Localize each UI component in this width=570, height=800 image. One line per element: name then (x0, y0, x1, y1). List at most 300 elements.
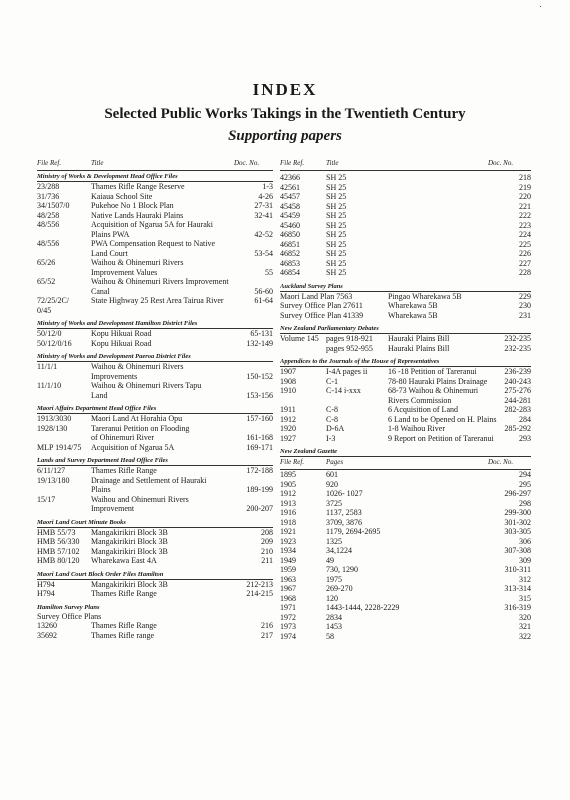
entry-file-ref: 1908 (280, 376, 296, 386)
entry-title: Pukehoe No 1 Block Plan (91, 201, 174, 210)
entry-title: Maori Land At Horahia Opu (91, 414, 183, 423)
entry-doc-no: 227 (519, 258, 531, 268)
entry-doc-no: 226 (519, 249, 531, 258)
index-row (280, 518, 531, 528)
entry-title: Mangakirikiri Block 3B (91, 527, 168, 537)
entry-description: 9 Report on Petition of Tareranui (388, 433, 494, 443)
entry-description: 6 Acquisition of Land (388, 405, 458, 414)
entry-file-ref: 1913 (280, 498, 296, 508)
entry-doc-no: 61-64 (254, 296, 273, 305)
entry-file-ref: 1972 (280, 612, 296, 622)
entry-file-ref: 1912 (280, 489, 296, 498)
index-row (280, 240, 531, 250)
entry-file-ref: 1911 (280, 405, 296, 414)
entry-file-ref: 1912 (280, 414, 296, 424)
entry-file-ref: 46853 (280, 258, 300, 268)
entry-title: 601 (326, 470, 338, 479)
entry-doc-no: 42-52 (254, 229, 273, 239)
entry-doc-no: 222 (519, 211, 531, 220)
entry-doc-no: 224 (519, 230, 531, 239)
entry-title: SH 25 (326, 220, 347, 230)
entry-file-ref: 1967 (280, 584, 296, 593)
entry-description: Rivers Commission (388, 395, 452, 405)
entry-description: Wharekawa 5B (388, 301, 438, 310)
entry-file-ref: 1963 (280, 574, 296, 584)
index-row (37, 391, 273, 401)
page-subsubtitle: Supporting papers (228, 128, 342, 144)
entry-doc-no: 150-152 (246, 371, 273, 381)
index-row (280, 613, 531, 623)
entry-doc-no: 320 (519, 612, 531, 622)
index-row (280, 173, 531, 183)
entry-doc-no: 169-171 (246, 442, 273, 452)
entry-description: 6 Land to be Opened on H. Plains (388, 414, 497, 424)
entry-file-ref: 31/736 (37, 191, 60, 201)
entry-description: Hauraki Plains Bill (388, 343, 450, 353)
left-index-column (37, 159, 273, 640)
entry-title: Waihou and Ohinemuri Rivers (91, 494, 189, 504)
entry-description: 78-80 Hauraki Plains Drainage (388, 376, 488, 386)
entry-title: State Highway 25 Rest Area Tairua River (91, 296, 224, 305)
entry-title: Land (91, 390, 108, 400)
entry-title: 34,1224 (326, 546, 352, 555)
entry-title: Kaiaua School Site (91, 191, 153, 201)
entry-file-ref: 13260 (37, 621, 57, 630)
entry-title: 58 (326, 631, 334, 641)
entry-doc-no: 53-54 (254, 248, 273, 258)
entry-title: Land Court (91, 248, 128, 258)
entry-doc-no: 236-239 (504, 367, 531, 376)
section-heading: Appendices to the Journals of the House of Representatives (280, 356, 531, 367)
section-heading: Ministry of Works and Development Paeroa District Files (37, 351, 273, 362)
entry-doc-no: 322 (519, 631, 531, 641)
entry-file-ref: 1928/130 (37, 423, 68, 433)
index-row (37, 230, 273, 240)
entry-title: SH 25 (326, 173, 347, 182)
entry-file-ref: 1959 (280, 565, 296, 574)
entry-file-ref: Volume 145 (280, 334, 319, 343)
entry-file-ref: 34/1507/0 (37, 201, 70, 210)
entry-doc-no: 1-3 (262, 182, 273, 191)
entry-doc-no: 212-213 (246, 579, 273, 589)
entry-title: Native Lands Hauraki Plains (91, 210, 184, 220)
entry-file-ref: 1907 (280, 367, 296, 376)
entry-file-ref: 1971 (280, 603, 296, 612)
column-header-ref: File Ref. (280, 159, 305, 167)
entry-title: SH 25 (326, 239, 347, 249)
index-row (280, 377, 531, 387)
entry-title: Improvement Values (91, 267, 158, 277)
entry-title: Mangakirikiri Block 3B (91, 546, 168, 556)
entry-file-ref: MLP 1914/75 (37, 442, 82, 452)
index-row (280, 480, 531, 490)
scan-speck (540, 6, 541, 7)
index-row (280, 211, 531, 221)
index-row (37, 612, 273, 622)
entry-title: Thames Rifle Range (91, 589, 157, 598)
entry-title: 1453 (326, 622, 342, 631)
entry-doc-no: 218 (519, 173, 531, 182)
index-row (280, 311, 531, 321)
entry-title: Plains PWA (91, 229, 130, 239)
entry-file-ref: 19/13/180 (37, 475, 70, 485)
entry-file-ref: 1968 (280, 593, 296, 603)
entry-file-ref: 46852 (280, 249, 300, 258)
index-row (280, 537, 531, 547)
section-heading: Hamilton Survey Plans (37, 603, 100, 611)
index-row (37, 537, 273, 547)
page-title: INDEX (252, 80, 318, 99)
entry-title: 1026- 1027 (326, 489, 363, 498)
entry-title: SH 25 (326, 249, 347, 258)
entry-doc-no: 228 (519, 268, 531, 277)
entry-doc-no: 217 (261, 630, 273, 640)
entry-doc-no: 316-319 (504, 603, 531, 612)
column-header-doc: Doc. No. (234, 159, 260, 167)
index-row (280, 489, 531, 499)
entry-doc-no: 293 (519, 433, 531, 443)
entry-doc-no: 32-41 (254, 210, 273, 220)
index-row (37, 239, 273, 249)
entry-file-ref: 46850 (280, 230, 300, 239)
index-row (37, 485, 273, 495)
entry-title: 49 (326, 555, 334, 565)
index-row (280, 396, 531, 406)
index-row (37, 277, 273, 287)
entry-doc-no: 56-60 (254, 286, 273, 296)
entry-description: 16 -18 Petition of Tareranui (388, 367, 477, 376)
index-row (37, 268, 273, 278)
index-row (280, 415, 531, 425)
entry-title: 1179, 2694-2695 (326, 527, 381, 536)
entry-file-ref: 65/52 (37, 277, 56, 286)
index-row (280, 259, 531, 269)
index-row (280, 434, 531, 444)
entry-description: 68-73 Waihou & Ohinemuri (388, 386, 479, 395)
entry-file-ref: 6/11/127 (37, 466, 66, 475)
column-header-doc: Doc. No. (488, 159, 514, 167)
section-heading: New Zealand Parliamentary Debates (280, 323, 531, 334)
index-row (37, 201, 273, 211)
entry-title: Waihou & Ohinemuri Rivers Tapu (91, 381, 202, 390)
section-subheader-title: Pages (326, 458, 344, 466)
right-index-column (280, 159, 531, 641)
entry-file-ref: 1973 (280, 622, 296, 631)
entry-title: of Ohinemuri River (91, 433, 155, 442)
index-row (37, 466, 273, 476)
index-row (37, 621, 273, 631)
index-row (280, 470, 531, 480)
entry-title: Thames Rifle Range Reserve (91, 182, 185, 191)
entry-file-ref: 1949 (280, 555, 296, 565)
entry-title: 3725 (326, 498, 342, 508)
entry-doc-no: 55 (265, 267, 273, 277)
index-row (280, 508, 531, 518)
entry-title: Improvement (91, 504, 135, 513)
entry-doc-no: 275-276 (504, 386, 531, 395)
entry-file-ref: 48/556 (37, 239, 60, 248)
entry-title: Wharekawa East 4A (91, 556, 157, 565)
entry-file-ref: 1910 (280, 386, 296, 395)
entry-file-ref: HMB 56/330 (37, 537, 80, 546)
entry-file-ref: HMB 80/120 (37, 556, 80, 565)
entry-doc-no: 294 (519, 470, 531, 479)
index-row (37, 504, 273, 514)
index-row (280, 405, 531, 415)
entry-title: Thames Rifle Range (91, 621, 157, 630)
index-row (280, 301, 531, 311)
entry-doc-no: 307-308 (504, 546, 531, 555)
entry-file-ref: 45458 (280, 201, 300, 211)
entry-file-ref: 50/12/0 (37, 329, 62, 338)
column-header (280, 159, 531, 170)
entry-doc-no: 210 (261, 546, 273, 556)
entry-file-ref: 46851 (280, 239, 300, 249)
index-row (37, 443, 273, 453)
entry-title: C-8 (326, 405, 338, 414)
section-heading: Ministry of Works and Development Hamilton District Files (37, 318, 273, 329)
entry-title: Waihou & Ohinemuri Rivers (91, 362, 184, 371)
index-row (37, 329, 273, 339)
entry-doc-no: 298 (519, 498, 531, 508)
entry-file-ref: 1913/3030 (37, 414, 72, 423)
entry-doc-no: 200-207 (246, 504, 273, 513)
page-subtitle: Selected Public Works Takings in the Twentieth Century (104, 106, 466, 122)
index-row (37, 476, 273, 486)
entry-file-ref: 11/1/10 (37, 381, 62, 390)
entry-title: 120 (326, 593, 338, 603)
index-row (280, 386, 531, 396)
entry-doc-no: 189-199 (246, 485, 273, 494)
entry-doc-no: 232-235 (504, 334, 531, 343)
entry-doc-no: 209 (261, 537, 273, 546)
entry-title: 3709, 3876 (326, 517, 362, 527)
entry-file-ref: 1918 (280, 517, 296, 527)
section-heading: Auckland Survey Plans (280, 281, 531, 292)
entry-file-ref: 35692 (37, 630, 57, 640)
index-row (280, 202, 531, 212)
index-row (280, 565, 531, 575)
entry-file-ref: 65/26 (37, 258, 56, 267)
entry-doc-no: 306 (519, 536, 531, 546)
section-heading: Maori Land Court Minute Books (37, 517, 273, 528)
index-row (280, 221, 531, 231)
entry-file-ref: Survey Office Plans (37, 611, 102, 621)
index-row (37, 287, 273, 297)
index-row (280, 622, 531, 632)
entry-doc-no: 299-300 (504, 508, 531, 517)
index-row (37, 589, 273, 599)
index-row (37, 631, 273, 641)
entry-doc-no: 284 (519, 414, 531, 424)
entry-file-ref: Survey Office Plan 41339 (280, 310, 364, 320)
entry-title: Drainage and Settlement of Hauraki (91, 475, 207, 485)
entry-doc-no: 172-188 (246, 466, 273, 475)
section-heading: New Zealand Gazette (280, 446, 531, 457)
entry-doc-no: 161-168 (246, 433, 273, 442)
entry-file-ref: 1905 (280, 479, 296, 489)
index-row (37, 580, 273, 590)
entry-title: C-1 (326, 376, 338, 386)
entry-title: D-6A (326, 424, 345, 433)
section-heading: Maori Land Court Block Order Files Hamilton (37, 569, 273, 580)
entry-title: SH 25 (326, 192, 347, 201)
entry-file-ref: 1921 (280, 527, 296, 536)
entry-title: Kopu Hikuai Road (91, 329, 152, 338)
entry-file-ref: 0/45 (37, 305, 52, 315)
entry-doc-no: 219 (519, 182, 531, 192)
index-row (37, 220, 273, 230)
index-row (37, 433, 273, 443)
section-heading: Maori Affairs Department Head Office Files (37, 403, 273, 414)
entry-doc-no: 132-149 (246, 338, 273, 348)
entry-doc-no: 303-305 (504, 527, 531, 536)
entry-description: Wharekawa 5B (388, 310, 438, 320)
entry-description: Pingao Wharekawa 5B (388, 291, 462, 301)
entry-doc-no: 315 (519, 593, 531, 603)
column-header-title: Title (91, 159, 104, 167)
entry-title: 1325 (326, 536, 342, 546)
section-subheader-ref: File Ref. (280, 458, 305, 466)
entry-doc-no: 208 (261, 527, 273, 537)
entry-doc-no: 232-235 (504, 343, 531, 353)
entry-title: Waihou & Ohinemuri Rivers Improvement (91, 277, 229, 286)
section-subheader-doc: Doc. No. (488, 458, 514, 466)
entry-title: Thames Rifle range (91, 630, 155, 640)
entry-file-ref: 1934 (280, 546, 296, 555)
entry-file-ref: 48/258 (37, 210, 60, 220)
entry-file-ref: 1974 (280, 631, 296, 641)
index-row (37, 211, 273, 221)
index-row (280, 527, 531, 537)
entry-title: SH 25 (326, 182, 347, 192)
index-row (37, 381, 273, 391)
entry-title: 730, 1290 (326, 565, 358, 574)
index-row (280, 632, 531, 642)
entry-doc-no: 310-311 (504, 565, 531, 574)
entry-file-ref: HMB 55/73 (37, 527, 76, 537)
index-row (280, 499, 531, 509)
entry-title: Mangakirikiri Block 3B (91, 579, 168, 589)
entry-file-ref: HMB 57/102 (37, 546, 80, 556)
entry-doc-no: 231 (519, 310, 531, 320)
column-header-title: Title (326, 159, 339, 167)
entry-doc-no: 211 (261, 556, 273, 565)
entry-title: Improvements (91, 371, 138, 381)
index-row (37, 182, 273, 192)
index-row (37, 372, 273, 382)
entry-file-ref: 1927 (280, 433, 296, 443)
entry-title: SH 25 (326, 268, 347, 277)
section-heading: Lands and Survey Department Head Office Files (37, 455, 273, 466)
entry-file-ref: 42366 (280, 173, 300, 182)
entry-title: Kopu Hikuai Road (91, 338, 152, 348)
entry-title: 1137, 2583 (326, 508, 362, 517)
entry-doc-no: 285-292 (504, 424, 531, 433)
index-row (37, 258, 273, 268)
index-row (280, 183, 531, 193)
index-row (280, 292, 531, 302)
entry-title: 269-270 (326, 584, 353, 593)
entry-doc-no: 282-283 (504, 405, 531, 414)
entry-doc-no: 301-302 (504, 517, 531, 527)
entry-title: Thames Rifle Range (91, 466, 157, 475)
index-row (280, 192, 531, 202)
entry-doc-no: 27-31 (254, 201, 273, 210)
index-row (280, 424, 531, 434)
entry-file-ref: H794 (37, 579, 55, 589)
entry-doc-no: 295 (519, 479, 531, 489)
entry-file-ref: Survey Office Plan 27611 (280, 301, 363, 310)
entry-title: Waihou & Ohinemuri Rivers (91, 258, 184, 267)
entry-doc-no: 309 (519, 555, 531, 565)
index-row (37, 424, 273, 434)
index-row (280, 230, 531, 240)
entry-title: Mangakirikiri Block 3B (91, 537, 168, 546)
entry-doc-no: 216 (261, 621, 273, 630)
entry-file-ref: Maori Land Plan 7563 (280, 291, 353, 301)
index-row (280, 367, 531, 377)
index-row (280, 546, 531, 556)
entry-file-ref: 48/556 (37, 220, 60, 229)
column-header (37, 159, 273, 170)
entry-title: 1443-1444, 2228-2229 (326, 603, 400, 612)
index-row (280, 603, 531, 613)
entry-doc-no: 312 (519, 574, 531, 584)
index-row (280, 268, 531, 278)
section-subheader (280, 458, 531, 469)
index-row (37, 192, 273, 202)
entry-file-ref: 42561 (280, 182, 300, 192)
index-row (37, 528, 273, 538)
entry-doc-no: 157-160 (246, 414, 273, 423)
entry-title: Acquisition of Ngarua 5A (91, 442, 175, 452)
entry-file-ref: 1916 (280, 508, 296, 517)
entry-title: pages 918-921 (326, 334, 373, 343)
entry-description: 1-8 Waihou River (388, 424, 445, 433)
index-row (37, 547, 273, 557)
entry-file-ref: 23/288 (37, 182, 60, 191)
entry-doc-no: 221 (519, 201, 531, 211)
entry-file-ref: 1923 (280, 536, 296, 546)
index-row (280, 249, 531, 259)
index-row (37, 249, 273, 259)
entry-title: I-4A pages ii (326, 367, 368, 376)
entry-title: PWA Compensation Request to Native (91, 239, 215, 248)
entry-doc-no: 244-281 (504, 395, 531, 405)
entry-doc-no: 223 (519, 220, 531, 230)
entry-file-ref: 45457 (280, 192, 300, 201)
section-heading: Ministry of Works & Development Head Office Files (37, 171, 273, 182)
entry-title: pages 952-955 (326, 343, 373, 353)
entry-title: 2834 (326, 612, 342, 622)
entry-title: 920 (326, 479, 338, 489)
entry-file-ref: 72/25/2C/ (37, 296, 70, 305)
entry-file-ref: 15/17 (37, 494, 56, 504)
entry-doc-no: 225 (519, 239, 531, 249)
index-row (280, 334, 531, 344)
entry-description: Hauraki Plains Bill (388, 334, 450, 343)
entry-doc-no: 153-156 (246, 390, 273, 400)
entry-title: Plains (91, 485, 111, 494)
entry-file-ref: 1895 (280, 470, 296, 479)
entry-doc-no: 240-243 (504, 376, 531, 386)
entry-title: Acquisition of Ngarua 5A for Hauraki (91, 220, 213, 229)
entry-doc-no: 4-26 (258, 191, 273, 201)
index-row (37, 556, 273, 566)
entry-doc-no: 313-314 (504, 584, 531, 593)
index-row (37, 306, 273, 316)
